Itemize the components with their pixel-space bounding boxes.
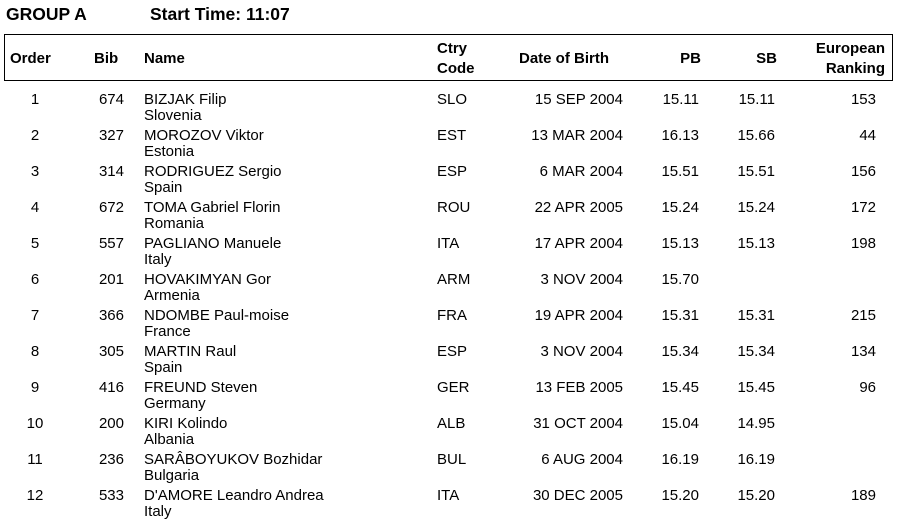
col-pb-header: PB — [680, 50, 701, 67]
table-row — [0, 270, 900, 305]
european-ranking-cell: 44 — [859, 127, 876, 144]
start-time: Start Time: 11:07 — [150, 4, 290, 24]
european-ranking-cell: 189 — [850, 487, 876, 504]
athlete-name-cell: TOMA Gabriel Florin — [144, 199, 281, 216]
bib-cell: 366 — [98, 307, 124, 324]
pb-cell: 15.04 — [661, 415, 699, 432]
athlete-name-cell: BIZJAK Filip — [144, 91, 227, 108]
table-row — [0, 306, 900, 341]
table-row — [0, 234, 900, 269]
table-row — [0, 198, 900, 233]
country-name-cell: Armenia — [144, 287, 200, 304]
sb-cell: 16.19 — [737, 451, 775, 468]
col-ctry-header-line2: Code — [437, 60, 475, 77]
order-cell: 5 — [30, 235, 40, 252]
order-cell: 7 — [30, 307, 40, 324]
date-of-birth-cell: 6 AUG 2004 — [541, 451, 623, 468]
sb-cell: 15.34 — [737, 343, 775, 360]
order-cell: 2 — [30, 127, 40, 144]
col-ranking-header-line2: Ranking — [825, 60, 885, 77]
european-ranking-cell: 215 — [850, 307, 876, 324]
order-cell: 11 — [27, 451, 43, 468]
pb-cell: 15.51 — [661, 163, 699, 180]
order-cell: 4 — [30, 199, 40, 216]
col-ctry-header-line1: Ctry — [437, 40, 468, 57]
athlete-name-cell: HOVAKIMYAN Gor — [144, 271, 271, 288]
bib-cell: 674 — [98, 91, 124, 108]
table-row — [0, 486, 900, 521]
athlete-name-cell: KIRI Kolindo — [144, 415, 228, 432]
table-row — [0, 126, 900, 161]
sb-cell: 15.24 — [737, 199, 775, 216]
country-code-cell: FRA — [437, 307, 467, 324]
athlete-name-cell: PAGLIANO Manuele — [144, 235, 282, 252]
country-name-cell: Spain — [144, 179, 183, 196]
table-row — [0, 378, 900, 413]
country-name-cell: Germany — [144, 395, 206, 412]
date-of-birth-cell: 17 APR 2004 — [534, 235, 623, 252]
european-ranking-cell: 156 — [850, 163, 876, 180]
athlete-name-cell: MOROZOV Viktor — [144, 127, 264, 144]
date-of-birth-cell: 13 FEB 2005 — [535, 379, 623, 396]
sb-cell: 15.66 — [737, 127, 775, 144]
country-name-cell: Romania — [144, 215, 205, 232]
bib-cell: 305 — [98, 343, 124, 360]
bib-cell: 236 — [98, 451, 124, 468]
country-name-cell: Bulgaria — [144, 467, 200, 484]
country-name-cell: Italy — [144, 503, 172, 520]
pb-cell: 15.45 — [661, 379, 699, 396]
sb-cell: 15.13 — [737, 235, 775, 252]
country-code-cell: GER — [437, 379, 470, 396]
country-name-cell: Albania — [144, 431, 195, 448]
date-of-birth-cell: 3 NOV 2004 — [540, 271, 623, 288]
col-bib-header: Bib — [94, 50, 119, 67]
country-name-cell: Estonia — [144, 143, 195, 160]
bib-cell: 327 — [98, 127, 124, 144]
country-code-cell: BUL — [437, 451, 467, 468]
group-title: GROUP A — [6, 4, 87, 24]
country-code-cell: ARM — [437, 271, 471, 288]
pb-cell: 15.11 — [662, 91, 699, 108]
athlete-name-cell: D'AMORE Leandro Andrea — [144, 487, 324, 504]
order-cell: 8 — [30, 343, 40, 360]
sb-cell: 15.20 — [737, 487, 775, 504]
bib-cell: 314 — [98, 163, 124, 180]
pb-cell: 15.20 — [661, 487, 699, 504]
pb-cell: 16.13 — [661, 127, 699, 144]
col-ranking-header-line1: European — [815, 40, 885, 57]
country-code-cell: ROU — [437, 199, 471, 216]
pb-cell: 15.13 — [661, 235, 699, 252]
date-of-birth-cell: 15 SEP 2004 — [534, 91, 623, 108]
european-ranking-cell: 96 — [859, 379, 876, 396]
country-name-cell: Spain — [144, 359, 183, 376]
table-row — [0, 162, 900, 197]
col-dob-header: Date of Birth — [519, 50, 609, 67]
table-row — [0, 450, 900, 485]
order-cell: 1 — [30, 91, 40, 108]
country-code-cell: ESP — [437, 163, 468, 180]
order-cell: 9 — [30, 379, 40, 396]
sb-cell: 15.45 — [737, 379, 775, 396]
col-order-header: Order — [10, 50, 51, 67]
athlete-name-cell: FREUND Steven — [144, 379, 258, 396]
table-row — [0, 414, 900, 449]
sb-cell: 15.51 — [737, 163, 775, 180]
european-ranking-cell: 134 — [850, 343, 876, 360]
european-ranking-cell: 198 — [850, 235, 876, 252]
country-code-cell: EST — [437, 127, 467, 144]
bib-cell: 533 — [98, 487, 124, 504]
country-name-cell: Italy — [144, 251, 172, 268]
date-of-birth-cell: 22 APR 2005 — [534, 199, 623, 216]
date-of-birth-cell: 3 NOV 2004 — [540, 343, 623, 360]
order-cell: 12 — [26, 487, 44, 504]
date-of-birth-cell: 13 MAR 2004 — [531, 127, 623, 144]
bib-cell: 200 — [98, 415, 124, 432]
table-header — [4, 34, 893, 81]
order-cell: 10 — [26, 415, 44, 432]
pb-cell: 15.24 — [661, 199, 699, 216]
athlete-name-cell: SARÂBOYUKOV Bozhidar — [144, 451, 323, 468]
country-code-cell: SLO — [437, 91, 468, 108]
table-row — [0, 342, 900, 377]
european-ranking-cell: 172 — [850, 199, 876, 216]
date-of-birth-cell: 6 MAR 2004 — [539, 163, 623, 180]
country-code-cell: ITA — [437, 235, 460, 252]
order-cell: 3 — [30, 163, 40, 180]
col-sb-header: SB — [756, 50, 777, 67]
european-ranking-cell: 153 — [850, 91, 876, 108]
country-code-cell: ALB — [437, 415, 466, 432]
bib-cell: 416 — [98, 379, 124, 396]
pb-cell: 15.70 — [661, 271, 699, 288]
bib-cell: 201 — [98, 271, 124, 288]
athlete-name-cell: NDOMBE Paul-moise — [144, 307, 290, 324]
country-code-cell: ITA — [437, 487, 460, 504]
country-name-cell: Slovenia — [144, 107, 202, 124]
country-code-cell: ESP — [437, 343, 468, 360]
bib-cell: 672 — [98, 199, 124, 216]
pb-cell: 15.31 — [661, 307, 699, 324]
country-name-cell: France — [144, 323, 191, 340]
athlete-name-cell: RODRIGUEZ Sergio — [144, 163, 282, 180]
date-of-birth-cell: 19 APR 2004 — [534, 307, 623, 324]
bib-cell: 557 — [98, 235, 124, 252]
sb-cell: 15.11 — [738, 91, 775, 108]
col-name-header: Name — [144, 50, 185, 67]
sb-cell: 15.31 — [737, 307, 775, 324]
athlete-name-cell: MARTIN Raul — [144, 343, 237, 360]
date-of-birth-cell: 30 DEC 2005 — [532, 487, 623, 504]
sb-cell: 14.95 — [737, 415, 775, 432]
date-of-birth-cell: 31 OCT 2004 — [533, 415, 623, 432]
order-cell: 6 — [30, 271, 40, 288]
table-row — [0, 90, 900, 125]
pb-cell: 16.19 — [661, 451, 699, 468]
pb-cell: 15.34 — [661, 343, 699, 360]
